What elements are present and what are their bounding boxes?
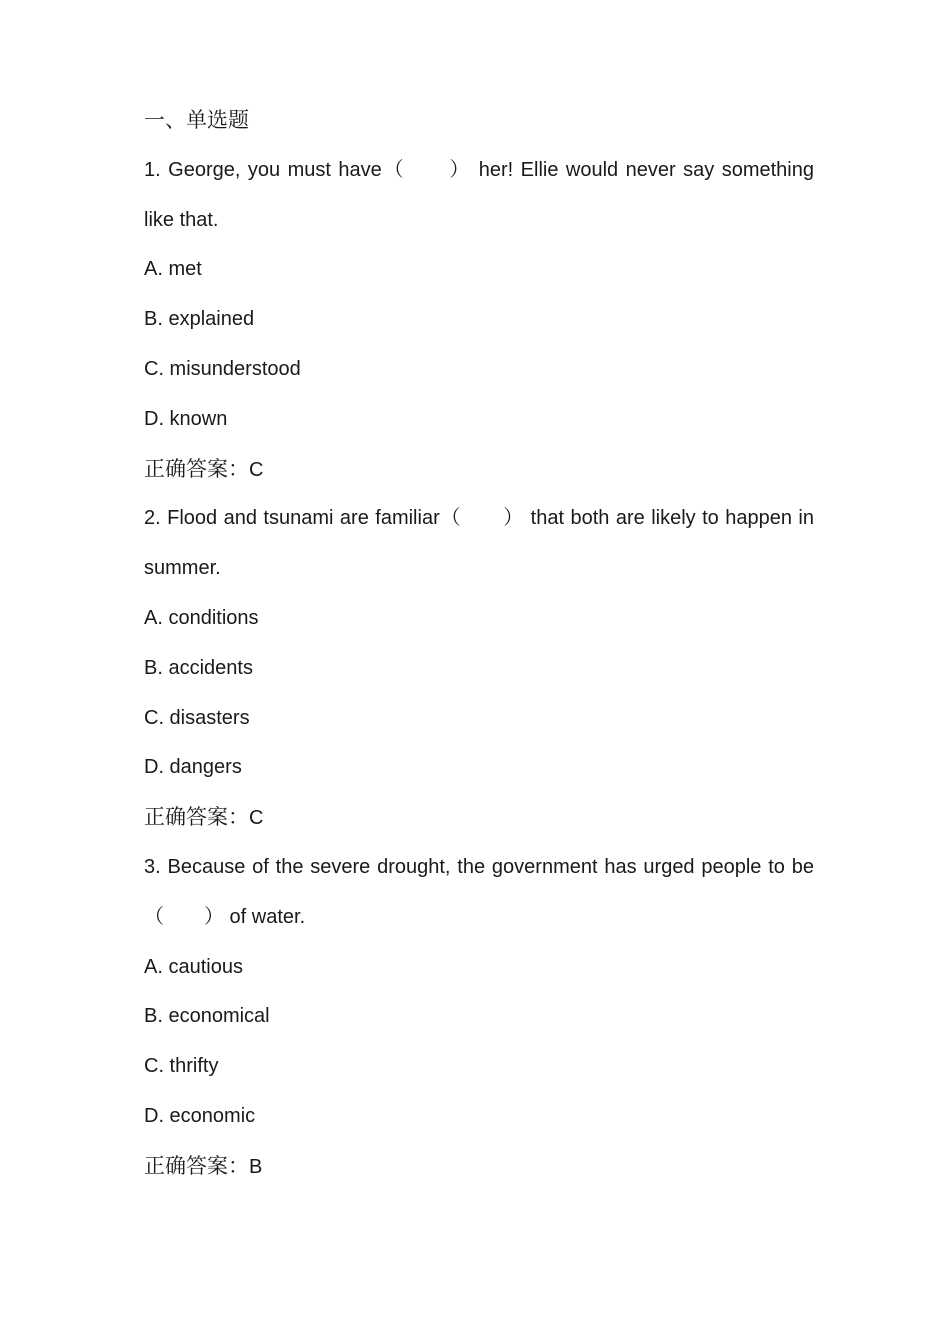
question-block [144,843,814,1192]
option-d: D. known [144,407,228,430]
option-c: C. misunderstood [144,357,301,380]
question-stem: 3. Because of the severe drought, the government has urged people to be （ ） of water. [144,855,814,928]
answer-value: C [249,458,264,481]
answer-label: 正确答案： [144,456,249,481]
option-a: A. conditions [144,606,259,629]
option-d: D. economic [144,1104,256,1127]
answer-value: B [249,1155,263,1178]
option-a: A. cautious [144,955,243,978]
option-d: D. dangers [144,756,242,779]
option-b: B. accidents [144,656,253,679]
answer-value: C [249,807,264,830]
option-a: A. met [144,258,202,281]
page-content [144,96,814,1192]
option-c: C. disasters [144,706,250,729]
question-block [144,146,814,495]
correct-answer [144,1142,814,1192]
option-b: B. economical [144,1005,270,1028]
option-c: C. thrifty [144,1055,219,1078]
question-stem: 2. Flood and tsunami are familiar（ ） that both are likely to happen in summer. [144,507,814,580]
section-title: 一、单选题 [144,108,249,132]
question-block [144,494,814,843]
option-b: B. explained [144,308,255,331]
answer-label: 正确答案： [144,1153,249,1178]
correct-answer [144,793,814,843]
question-stem: 1. George, you must have（ ） her! Ellie would never say something like that. [144,158,814,231]
correct-answer [144,445,814,495]
answer-label: 正确答案： [144,805,249,830]
